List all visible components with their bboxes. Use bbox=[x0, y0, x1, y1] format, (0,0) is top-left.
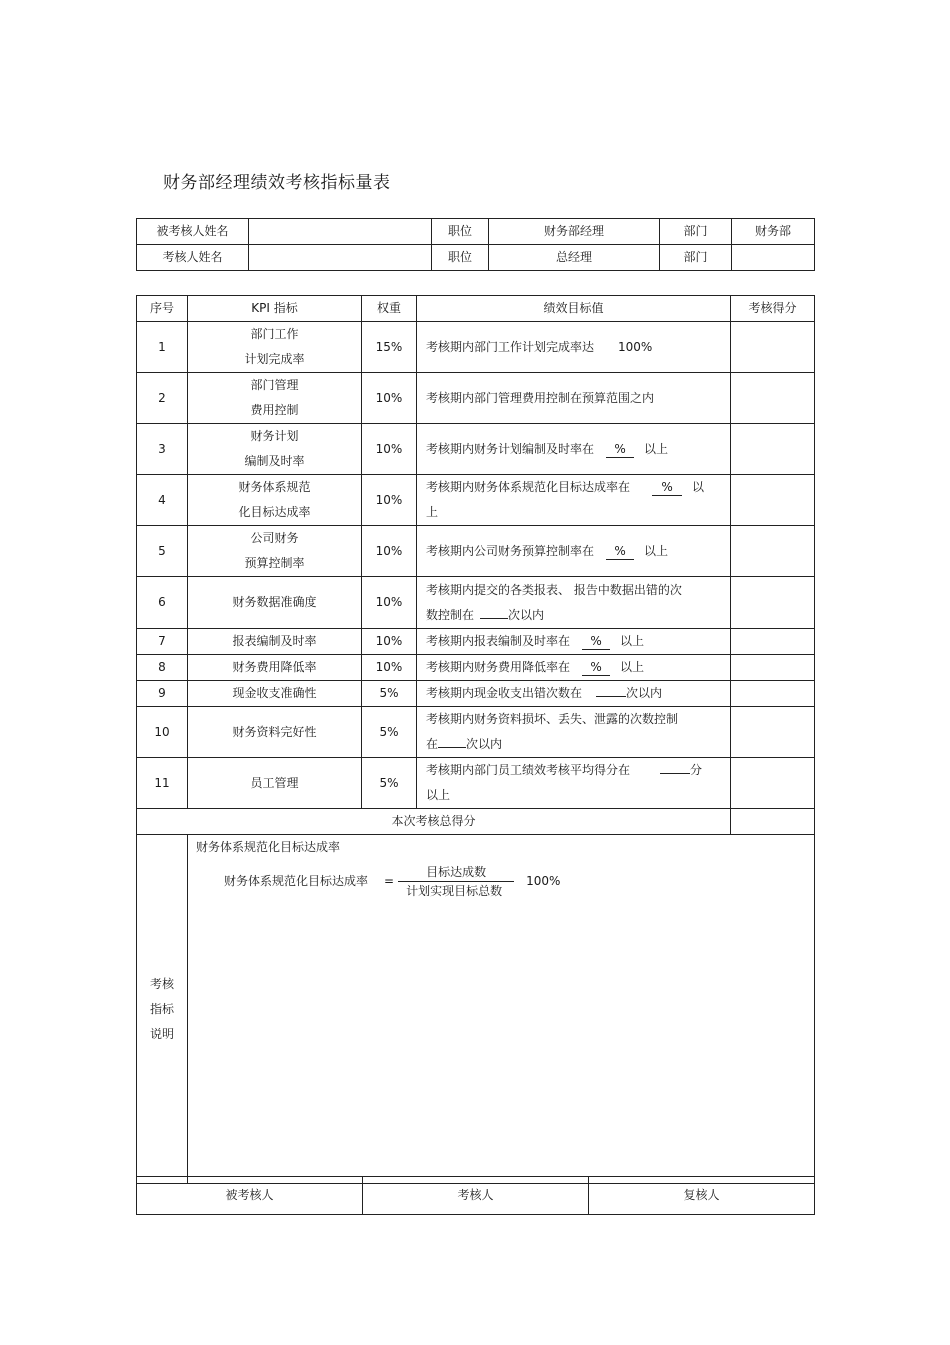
kpi-row bbox=[137, 758, 815, 809]
target-value: 100% bbox=[618, 339, 653, 354]
total-score-label: 本次考核总得分 bbox=[137, 809, 731, 835]
row-weight: 10% bbox=[362, 655, 417, 681]
kpi-row bbox=[137, 629, 815, 655]
target-text: 考核期内部门工作计划完成率达 bbox=[426, 339, 595, 354]
row-no: 9 bbox=[137, 681, 188, 707]
blank-field[interactable]: % bbox=[582, 660, 610, 676]
row-target bbox=[417, 629, 731, 655]
row-kpi: 现金收支准确性 bbox=[188, 681, 362, 707]
target-suffix: 次以内 bbox=[626, 686, 663, 700]
row-weight: 10% bbox=[362, 526, 417, 577]
total-score-field[interactable] bbox=[731, 809, 815, 835]
target-suffix: 以上 bbox=[644, 543, 669, 558]
blank-field[interactable]: % bbox=[582, 634, 610, 650]
row-target bbox=[417, 707, 731, 758]
row-weight: 10% bbox=[362, 424, 417, 475]
kpi-line: 费用控制 bbox=[250, 403, 299, 417]
row-weight: 5% bbox=[362, 681, 417, 707]
target-text: 考核期内部门管理费用控制在预算范围之内 bbox=[426, 390, 655, 405]
row-no: 4 bbox=[137, 475, 188, 526]
target-suffix: 次以内 bbox=[508, 607, 545, 622]
kpi-row bbox=[137, 424, 815, 475]
row-weight: 10% bbox=[362, 577, 417, 629]
kpi-line: 化目标达成率 bbox=[238, 505, 311, 519]
row-score-field[interactable] bbox=[731, 373, 815, 424]
target-text: 考核期内现金收支出错次数在 bbox=[426, 686, 583, 700]
row-kpi bbox=[188, 373, 362, 424]
target-suffix: 以上 bbox=[620, 634, 645, 648]
kpi-line: 公司财务 bbox=[250, 531, 299, 545]
blank-field[interactable]: % bbox=[606, 442, 634, 458]
row-weight: 10% bbox=[362, 475, 417, 526]
row-weight: 15% bbox=[362, 322, 417, 373]
kpi-table bbox=[136, 295, 815, 1184]
explain-row bbox=[137, 835, 815, 1184]
explain-heading: 财务体系规范化目标达成率 bbox=[196, 840, 341, 854]
row-target bbox=[417, 681, 731, 707]
row-score-field[interactable] bbox=[731, 424, 815, 475]
explain-label-line: 指标 bbox=[149, 1001, 174, 1016]
target-text: 考核期内财务体系规范化目标达成率在 bbox=[426, 480, 631, 494]
kpi-row bbox=[137, 577, 815, 629]
kpi-row bbox=[137, 707, 815, 758]
explain-label-line: 考核 bbox=[149, 976, 174, 991]
row-no: 1 bbox=[137, 322, 188, 373]
row-score-field[interactable] bbox=[731, 707, 815, 758]
target-line bbox=[426, 732, 724, 757]
target-line: 以上 bbox=[426, 788, 451, 802]
row-weight: 5% bbox=[362, 758, 417, 809]
info-row-assessee bbox=[137, 219, 815, 245]
target-text: 考核期内财务计划编制及时率在 bbox=[426, 441, 595, 456]
target-text: 考核期内公司财务预算控制率在 bbox=[426, 543, 595, 558]
target-suffix: 以上 bbox=[644, 441, 669, 456]
kpi-line: 财务体系规范 bbox=[238, 480, 311, 494]
row-kpi bbox=[188, 424, 362, 475]
row-target bbox=[417, 655, 731, 681]
formula bbox=[224, 863, 560, 900]
row-no: 6 bbox=[137, 577, 188, 629]
row-target bbox=[417, 577, 731, 629]
row-target bbox=[417, 475, 731, 526]
sign-reviewer[interactable]: 复核人 bbox=[589, 1177, 815, 1215]
page-title: 财务部经理绩效考核指标量表 bbox=[163, 173, 391, 193]
row-target bbox=[417, 526, 731, 577]
row-target bbox=[417, 373, 731, 424]
blank-field[interactable] bbox=[438, 732, 466, 748]
assessor-name-label: 考核人姓名 bbox=[137, 245, 249, 271]
blank-field[interactable]: % bbox=[652, 480, 682, 496]
kpi-line: 部门工作 bbox=[250, 327, 299, 341]
row-kpi bbox=[188, 475, 362, 526]
header-kpi: KPI 指标 bbox=[188, 296, 362, 322]
header-no: 序号 bbox=[137, 296, 188, 322]
kpi-row bbox=[137, 373, 815, 424]
kpi-line: 计划完成率 bbox=[244, 352, 305, 366]
total-row bbox=[137, 809, 815, 835]
sign-assessor[interactable]: 考核人 bbox=[363, 1177, 589, 1215]
assessee-position-value: 财务部经理 bbox=[489, 219, 660, 245]
explain-label-line: 说明 bbox=[149, 1026, 174, 1041]
assessor-position-value: 总经理 bbox=[489, 245, 660, 271]
assessee-dept-value: 财务部 bbox=[732, 219, 815, 245]
row-kpi: 报表编制及时率 bbox=[188, 629, 362, 655]
row-score-field[interactable] bbox=[731, 322, 815, 373]
row-no: 7 bbox=[137, 629, 188, 655]
row-score-field[interactable] bbox=[731, 629, 815, 655]
target-suffix: 以上 bbox=[620, 660, 645, 674]
kpi-row bbox=[137, 526, 815, 577]
target-suffix: 分 bbox=[690, 763, 703, 777]
row-score-field[interactable] bbox=[731, 681, 815, 707]
target-suffix: 次以内 bbox=[466, 737, 503, 751]
target-text: 在 bbox=[426, 737, 439, 751]
kpi-line: 部门管理 bbox=[250, 378, 299, 392]
kpi-line: 财务计划 bbox=[250, 429, 299, 443]
target-line: 考核期内财务资料损坏、丢失、泄露的次数控制 bbox=[426, 712, 679, 726]
row-score-field[interactable] bbox=[731, 655, 815, 681]
row-weight: 10% bbox=[362, 373, 417, 424]
kpi-row bbox=[137, 322, 815, 373]
target-text: 考核期内报表编制及时率在 bbox=[426, 634, 571, 648]
blank-field[interactable] bbox=[596, 681, 626, 697]
row-kpi: 财务资料完好性 bbox=[188, 707, 362, 758]
row-kpi: 员工管理 bbox=[188, 758, 362, 809]
kpi-line: 编制及时率 bbox=[244, 454, 305, 468]
info-table bbox=[136, 218, 815, 271]
info-row-assessor bbox=[137, 245, 815, 271]
formula-lhs: 财务体系规范化目标达成率 bbox=[224, 874, 369, 888]
assessee-name-field[interactable] bbox=[249, 219, 432, 245]
formula-eq: = bbox=[384, 874, 395, 888]
row-score-field[interactable] bbox=[731, 758, 815, 809]
signature-table bbox=[136, 1176, 815, 1215]
blank-field[interactable] bbox=[660, 758, 690, 774]
assessee-position-label: 职位 bbox=[432, 219, 489, 245]
header-weight: 权重 bbox=[362, 296, 417, 322]
row-weight: 5% bbox=[362, 707, 417, 758]
target-line bbox=[426, 475, 724, 500]
target-suffix: 以 bbox=[692, 480, 705, 494]
row-no: 10 bbox=[137, 707, 188, 758]
blank-field[interactable]: % bbox=[606, 544, 634, 560]
row-no: 11 bbox=[137, 758, 188, 809]
row-no: 5 bbox=[137, 526, 188, 577]
row-target bbox=[417, 424, 731, 475]
row-kpi bbox=[188, 322, 362, 373]
formula-numerator: 目标达成数 bbox=[426, 865, 487, 879]
blank-field[interactable] bbox=[480, 603, 508, 619]
kpi-row bbox=[137, 655, 815, 681]
sign-assessee[interactable]: 被考核人 bbox=[137, 1177, 363, 1215]
row-weight: 10% bbox=[362, 629, 417, 655]
explain-label bbox=[137, 835, 188, 1184]
signature-row bbox=[137, 1177, 815, 1215]
formula-denominator: 计划实现目标总数 bbox=[398, 881, 514, 900]
row-kpi bbox=[188, 526, 362, 577]
target-line bbox=[426, 758, 724, 783]
row-no: 3 bbox=[137, 424, 188, 475]
target-line: 上 bbox=[426, 505, 439, 519]
target-line bbox=[426, 603, 724, 628]
row-score-field[interactable] bbox=[731, 577, 815, 629]
target-line: 考核期内提交的各类报表、 报告中数据出错的次 bbox=[426, 582, 682, 597]
row-no: 2 bbox=[137, 373, 188, 424]
row-target bbox=[417, 758, 731, 809]
row-score-field[interactable] bbox=[731, 475, 815, 526]
row-no: 8 bbox=[137, 655, 188, 681]
explain-content bbox=[188, 835, 815, 1184]
header-score: 考核得分 bbox=[731, 296, 815, 322]
formula-factor: 100% bbox=[526, 874, 561, 888]
assessee-dept-label: 部门 bbox=[660, 219, 732, 245]
row-kpi: 财务费用降低率 bbox=[188, 655, 362, 681]
assessor-position-label: 职位 bbox=[432, 245, 489, 271]
formula-fraction bbox=[398, 863, 514, 900]
assessor-dept-field[interactable] bbox=[732, 245, 815, 271]
kpi-row bbox=[137, 475, 815, 526]
target-text: 考核期内部门员工绩效考核平均得分在 bbox=[426, 763, 631, 777]
kpi-line: 预算控制率 bbox=[244, 556, 305, 570]
assessor-name-field[interactable] bbox=[249, 245, 432, 271]
kpi-header-row bbox=[137, 296, 815, 322]
target-text: 考核期内财务费用降低率在 bbox=[426, 660, 571, 674]
row-score-field[interactable] bbox=[731, 526, 815, 577]
header-target: 绩效目标值 bbox=[417, 296, 731, 322]
assessor-dept-label: 部门 bbox=[660, 245, 732, 271]
row-kpi: 财务数据准确度 bbox=[188, 577, 362, 629]
target-text: 数控制在 bbox=[426, 607, 475, 622]
kpi-row bbox=[137, 681, 815, 707]
row-target bbox=[417, 322, 731, 373]
assessee-name-label: 被考核人姓名 bbox=[137, 219, 249, 245]
